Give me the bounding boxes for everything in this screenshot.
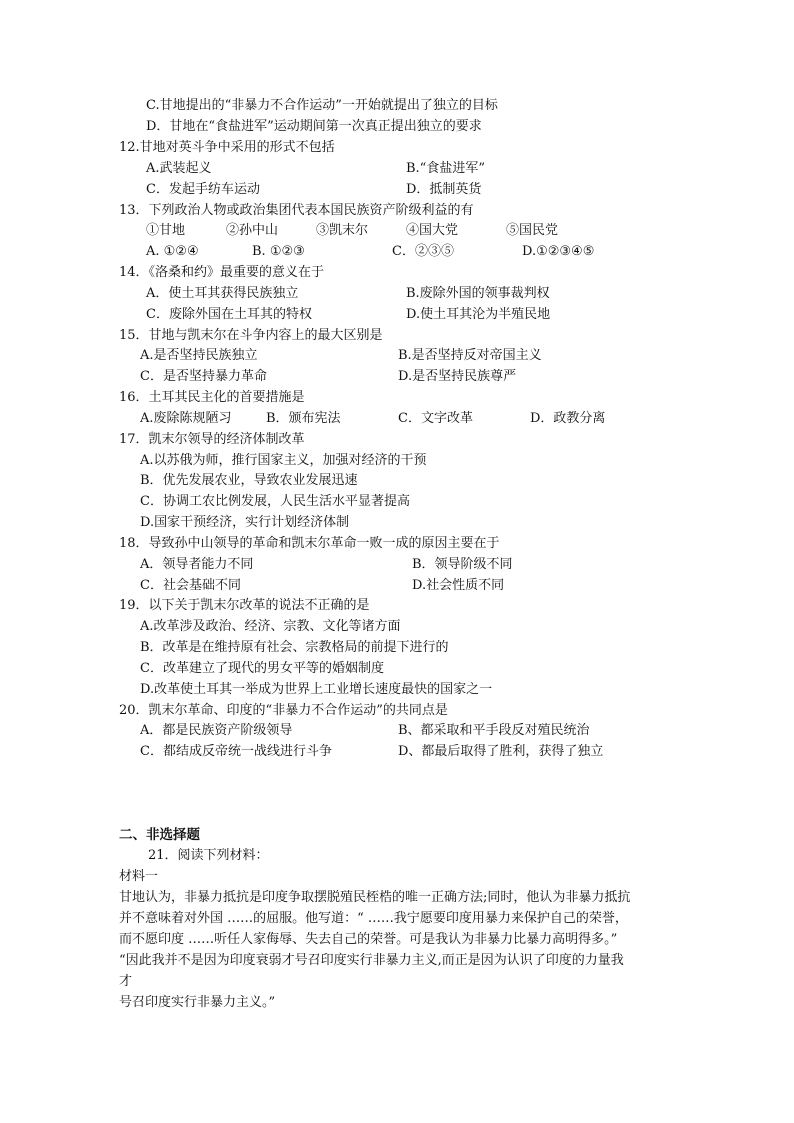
q15-option-a: A.是否坚持民族独立 — [140, 348, 258, 363]
q15-option-d: D.是否坚持民族尊严 — [398, 369, 517, 384]
q21-stem: 21．阅读下列材料： — [148, 848, 269, 863]
q19-option-d: D.改革使土耳其一举成为世界上工业增长速度最快的国家之一 — [140, 682, 493, 697]
material-label: 材料一 — [119, 869, 159, 884]
q16-stem: 16．土耳其民主化的首要措施是 — [119, 390, 305, 405]
material-line: 而不愿印度 ……听任人家侮辱、失去自己的荣誉。可是我认为非暴力比暴力高明得多。” — [119, 932, 618, 947]
material-line: “因此我并不是因为印度衰弱才号召印度实行非暴力主义,而正是因为认识了印度的力量我 — [119, 953, 624, 968]
q14-option-a: A．使土耳其获得民族独立 — [146, 286, 299, 301]
q19-option-b: B．改革是在维持原有社会、宗教格局的前提下进行的 — [140, 640, 449, 655]
q17-option-c: C．协调工农比例发展，人民生活水平显著提高 — [140, 494, 410, 509]
q17-stem: 17．凯末尔领导的经济体制改革 — [119, 432, 305, 447]
q20-option-a: A．都是民族资产阶级领导 — [140, 723, 293, 738]
q15-stem: 15．甘地与凯末尔在斗争内容上的最大区别是 — [119, 328, 383, 343]
q19-stem: 19．以下关于凯末尔改革的说法不正确的是 — [119, 598, 370, 613]
q13-stem: 13．下列政治人物或政治集团代表本国民族资产阶级利益的有 — [119, 203, 474, 218]
q13-option-d: D.①②③④⑤ — [522, 244, 595, 259]
q16-option-b: B．颁布宪法 — [266, 411, 341, 426]
q13-item-2: ②孙中山 — [226, 223, 279, 238]
q18-option-a: A．领导者能力不同 — [140, 557, 254, 572]
q13-item-4: ④国大党 — [406, 223, 459, 238]
q12-option-c: C．发起手纺车运动 — [146, 182, 260, 197]
q14-stem: 14．《洛桑和约》最重要的意义在于 — [119, 265, 325, 280]
q19-option-c: C．改革建立了现代的男女平等的婚姻制度 — [140, 661, 384, 676]
q17-option-d: D.国家干预经济，实行计划经济体制 — [140, 515, 350, 530]
q20-stem: 20．凯末尔革命、印度的“非暴力不合作运动”的共同点是 — [119, 703, 448, 718]
q19-option-a: A.改革涉及政治、经济、宗教、文化等诸方面 — [140, 619, 401, 634]
q18-option-b: B．领导阶级不同 — [412, 557, 513, 572]
q12-option-b: B.“食盐进军” — [406, 161, 485, 176]
material-line: 甘地认为，非暴力抵抗是印度争取摆脱殖民桎梏的唯一正确方法;同时，他认为非暴力抵抗 — [119, 890, 631, 905]
q15-option-c: C．是否坚持暴力革命 — [140, 369, 267, 384]
q14-option-c: C．废除外国在土耳其的特权 — [146, 307, 312, 322]
q20-option-b: B、都采取和平手段反对殖民统治 — [398, 723, 590, 738]
q13-option-c: C．②③⑤ — [392, 244, 454, 259]
q13-option-b: B. ①②③ — [252, 244, 305, 259]
q12-option-d: D．抵制英货 — [406, 182, 482, 197]
q18-option-c: C．社会基础不同 — [140, 578, 241, 593]
q17-option-a: A.以苏俄为师，推行国家主义，加强对经济的干预 — [140, 453, 427, 468]
section-heading: 二、非选择题 — [119, 827, 200, 843]
q15-option-b: B.是否坚持反对帝国主义 — [398, 348, 542, 363]
q17-option-b: B．优先发展农业，导致农业发展迅速 — [140, 473, 358, 488]
q12-option-a: A.武装起义 — [146, 161, 212, 176]
q20-option-d: D、都最后取得了胜利，获得了独立 — [398, 744, 604, 759]
q16-option-c: C．文字改革 — [398, 411, 473, 426]
q13-option-a: A. ①②④ — [146, 244, 199, 259]
material-line: 并不意味着对外国 ……的屈服。他写道：“ ……我宁愿要印度用暴力来保护自己的荣誉， — [119, 911, 628, 926]
q16-option-a: A.废除陈规陋习 — [140, 411, 232, 426]
q16-option-d: D．政教分离 — [530, 411, 606, 426]
q18-option-d: D.社会性质不同 — [412, 578, 505, 593]
material-line: 号召印度实行非暴力主义。” — [119, 995, 276, 1010]
q20-option-c: C．都结成反帝统一战线进行斗争 — [140, 744, 332, 759]
q11-option-d: D．甘地在“食盐进军”运动期间第一次真正提出独立的要求 — [146, 119, 482, 134]
q18-stem: 18．导致孙中山领导的革命和凯末尔革命一败一成的原因主要在于 — [119, 536, 500, 551]
q14-option-d: D.使土耳其沦为半殖民地 — [406, 307, 551, 322]
q13-item-3: ③凯末尔 — [316, 223, 369, 238]
q14-option-b: B.废除外国的领事裁判权 — [406, 286, 550, 301]
q12-stem: 12.甘地对英斗争中采用的形式不包括 — [119, 140, 335, 155]
q11-option-c: C.甘地提出的“非暴力不合作运动”一开始就提出了独立的目标 — [146, 98, 498, 113]
q13-item-1: ①甘地 — [146, 223, 186, 238]
q13-item-5: ⑤国民党 — [506, 223, 559, 238]
material-line: 才 — [119, 974, 133, 989]
